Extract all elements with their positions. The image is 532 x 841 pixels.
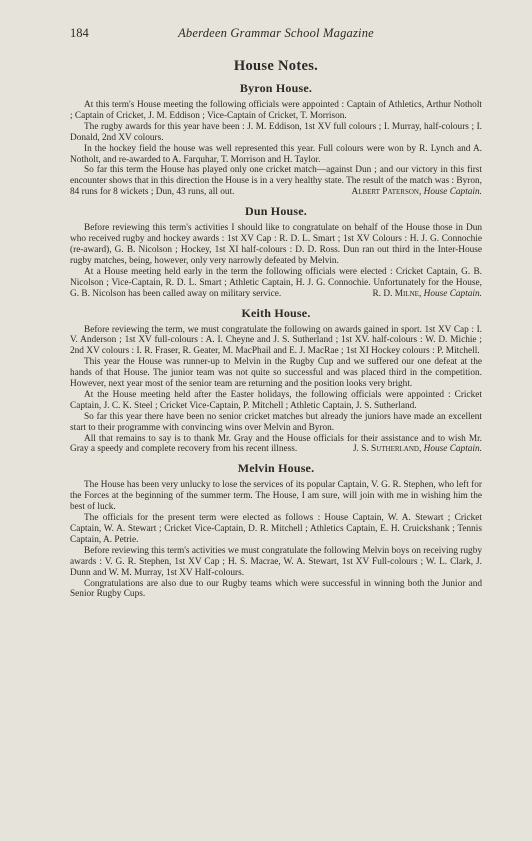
signature-name: Albert Paterson,	[351, 187, 422, 198]
paragraph: This year the House was runner-up to Melvin in the Rugby Cup and we suffered our one defeat at the hands of that House. The junior team was not quite so successful and was placed third in the competition. However, next year most of the senior team are returning and the position looks very bright.	[70, 357, 482, 390]
page-number: 184	[70, 26, 89, 40]
paragraph	[70, 165, 482, 198]
paragraph: In the hockey field the house was well represented this year. Full colours were won by R. Lynch and A. Notholt, and re-awarded to A. Farquhar, T. Morrison and H. Taylor.	[70, 143, 482, 165]
paragraph: The rugby awards for this year have been : J. M. Eddison, 1st XV full colours ; I. Murray, half-colours ; I. Donald, 2nd XV colours.	[70, 121, 482, 143]
signature-name: J. S. Sutherland,	[352, 444, 422, 455]
paragraph: The House has been very unlucky to lose the services of its popular Captain, V. G. R. Stephen, who left for the Forces at the beginning of the summer term. The House, I am sure, will join with me in wishing him the best of luck.	[70, 480, 482, 513]
paragraph: At the House meeting held after the Easter holidays, the following officials were appointed : Cricket Captain, J. C. K. Steel ; Cricket Vice-Captain, P. Mitchell ; Athletic Captain, J. S. Sutherland.	[70, 389, 482, 411]
paragraph: Before reviewing the term, we must congratulate the following on awards gained in sport. 1st XV Cap : I. V. Anderson ; 1st XV full-colours : A. I. Cheyne and J. S. Sutherland ; 1st XV. half-colours : W. D. Michie ; 2nd XV colours : I. R. Fraser, R. Geater, M. MacPhail and E. J. MacRae ; 1st XI Hockey colours : P. Mitchell.	[70, 324, 482, 357]
signature-role: House Captain.	[423, 444, 482, 455]
section-heading: Byron House.	[239, 81, 313, 95]
signature-role: House Captain.	[423, 187, 482, 198]
paragraph: The officials for the present term were elected as follows : House Captain, W. A. Stewart ; Cricket Captain, W. A. Stewart ; Cricket Vice-Captain, D. R. Mitchell ; Athletics Captain, E. H. Cruickshank ; Tennis Captain, A. Petrie.	[70, 513, 482, 545]
section-keith-house	[70, 306, 482, 456]
paragraph: Before reviewing this term's activities I should like to congratulate on behalf of the House those in Dun who received rugby and hockey awards : 1st XV Cap : R. D. L. Smart ; 1st XV Colours : H. J. G. Connochie (re-award), G. B. Nicolson ; Hockey, 1st XI half-colours : D. D. Ross. Dun ran out third in the Inter-House rugby matches, being, however, only very narrowly defeated by Melvin.	[70, 223, 482, 266]
paragraph-text: So far this term the House has played only one cricket match—against Dun ; and our victory in this first encounter shows that in this direction the House is in a very healthy state. The result of the match was : Byron, 84 runs for 8 wickets ; Dun, 43 runs, all out.	[70, 165, 482, 198]
running-title: Aberdeen Grammar School Magazine	[178, 26, 374, 40]
page-title: House Notes.	[233, 58, 319, 74]
section-heading: Melvin House.	[237, 461, 315, 476]
signature	[339, 444, 482, 455]
signature	[338, 187, 483, 198]
running-head	[70, 26, 482, 48]
signature	[359, 289, 482, 300]
signature-role: House Captain.	[423, 288, 482, 299]
section-dun-house	[70, 204, 482, 299]
paragraph	[70, 434, 482, 456]
section-melvin-house	[70, 461, 482, 600]
paragraph: So far this year there have been no senior cricket matches but already the juniors have made an excellent start to their programme with convincing wins over Melvin and Byron.	[70, 411, 482, 433]
section-byron-house	[70, 81, 482, 198]
section-heading: Keith House.	[241, 305, 311, 320]
paragraph: Before reviewing this term's activities we must congratulate the following Melvin boys on receiving rugby awards : V. G. R. Stephen, 1st XV Cap ; H. S. Macrae, W. A. Stewart, 1st XV Full-colours ; W. L. Clark, J. Dunn and W. M. Murray, 1st XV Half-colours.	[70, 545, 482, 578]
paragraph-text: All that remains to say is to thank Mr. Gray and the House officials for their assistance and to wish Mr. Gray a speedy and complete recovery from his recent illness.	[70, 433, 482, 455]
paragraph: Congratulations are also due to our Rugby teams which were successful in winning both the Junior and Senior Rugby Cups.	[70, 578, 482, 600]
paragraph-text: At a House meeting held early in the term the following officials were elected : Cricket Captain, G. B. Nicolson ; Vice-Captain, R. D. L. Smart ; Athletic Captain, H. J. G. Connochie. Unfortunately for the House, G. B. Nicolson has been called away on military service.	[70, 266, 482, 299]
paragraph	[70, 267, 482, 300]
signature-name: R. D. Milne,	[372, 288, 422, 299]
paragraph: At this term's House meeting the following officials were appointed : Captain of Athletics, Arthur Notholt ; Captain of Cricket, J. M. Eddison ; Vice-Captain of Cricket, T. Morrison.	[70, 100, 482, 121]
section-heading: Dun House.	[244, 204, 308, 219]
